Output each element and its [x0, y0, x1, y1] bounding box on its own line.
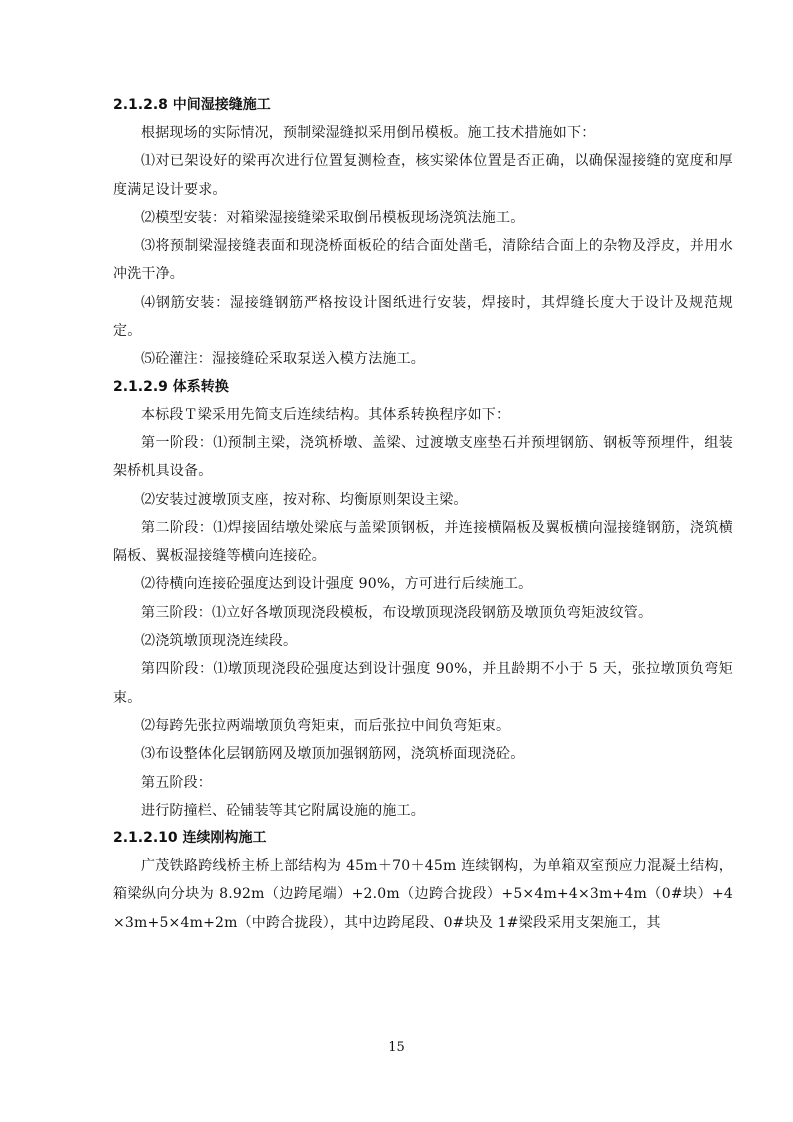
paragraph: 第四阶段：⑴墩顶现浇段砼强度达到设计强度 90%，并且龄期不小于 5 天，张拉墩顶负弯矩束。	[113, 661, 733, 706]
section-heading: 2.1.2.8 中间湿接缝施工	[113, 97, 271, 113]
paragraph: 第一阶段：⑴预制主梁，浇筑桥墩、盖梁、过渡墩支座垫石并预埋钢筋、钢板等预埋件，组装架桥机具设备。	[113, 434, 733, 480]
page-number: 15	[388, 1040, 405, 1055]
paragraph: 第五阶段：	[141, 774, 212, 791]
paragraph: ⑶将预制梁湿接缝表面和现浇桥面板砼的结合面处凿毛，清除结合面上的杂物及浮皮，并用水冲洗干净。	[113, 238, 733, 283]
paragraph: ⑴对已架设好的梁再次进行位置复测检查，核实梁体位置是否正确，以确保湿接缝的宽度和厚度满足设计要求。	[113, 153, 733, 198]
section-wet-joint	[113, 92, 733, 374]
paragraph: ⑶布设整体化层钢筋网及墩顶加强钢筋网，浇筑桥面现浇砼。	[141, 746, 525, 763]
paragraph: ⑷钢筋安装：湿接缝钢筋严格按设计图纸进行安装，焊接时，其焊缝长度大于设计及规范规定。	[113, 294, 733, 340]
paragraph: ⑵模型安装：对箱梁湿接缝梁采取倒吊模板现场浇筑法施工。	[141, 209, 525, 226]
paragraph: ⑵浇筑墩顶现浇连续段。	[141, 633, 298, 650]
paragraph: ⑸砼灌注：湿接缝砼采取泵送入模方法施工。	[141, 351, 425, 368]
document-body	[113, 92, 733, 937]
section-system-conversion	[113, 374, 733, 825]
section-heading: 2.1.2.9 体系转换	[113, 378, 229, 395]
paragraph: ⑵待横向连接砼强度达到设计强度 90%，方可进行后续施工。	[141, 576, 533, 593]
paragraph: 进行防撞栏、砼铺装等其它附属设施的施工。	[141, 802, 425, 819]
paragraph: ⑵每跨先张拉两端墩顶负弯矩束，而后张拉中间负弯矩束。	[141, 717, 511, 734]
paragraph: 本标段Ｔ梁采用先简支后连续结构。其体系转换程序如下：	[141, 406, 511, 423]
paragraph: ⑵安装过渡墩顶支座，按对称、均衡原则架设主梁。	[141, 491, 468, 508]
paragraph: 第二阶段：⑴焊接固结墩处梁底与盖梁顶钢板，并连接横隔板及翼板横向湿接缝钢筋，浇筑横隔板、翼板湿接缝等横向连接砼。	[113, 519, 733, 565]
paragraph: 广茂铁路跨线桥主桥上部结构为 45m＋70＋45m 连续钢构，为单箱双室预应力混凝土结构，箱梁纵向分块为 8.92m（边跨尾端）+2.0m（边跨合拢段）+5×4m+4×3m+4m（0#块）+4×3m+5×4m+2m（中跨合拢段），其中边跨尾段、0#块及 1#梁段采用支架施工，其	[113, 858, 733, 931]
paragraph: 第三阶段：⑴立好各墩顶现浇段模板，布设墩顶现浇段钢筋及墩顶负弯矩波纹管。	[141, 604, 653, 621]
section-continuous-rigid-frame	[113, 825, 733, 937]
paragraph: 根据现场的实际情况，预制梁湿缝拟采用倒吊模板。施工技术措施如下：	[141, 125, 596, 141]
section-heading: 2.1.2.10 连续刚构施工	[113, 830, 267, 847]
